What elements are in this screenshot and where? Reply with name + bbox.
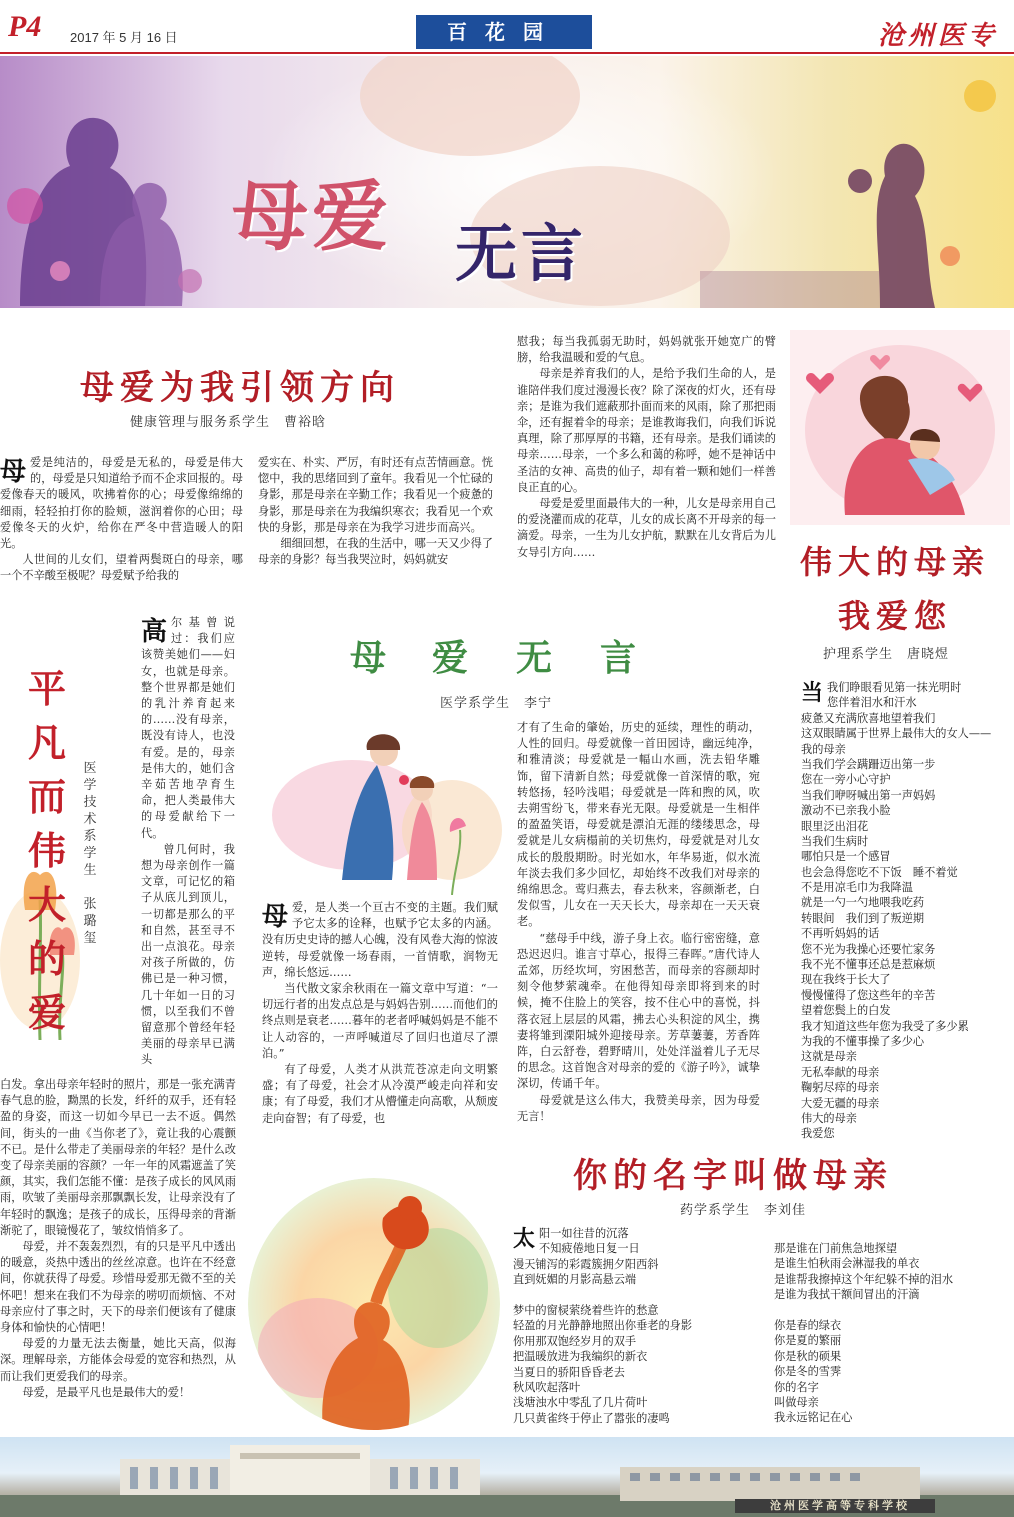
byline-char: 玺 [83,931,97,946]
article3-paragraph: 曾几何时，我想为母亲创作一篇文章，可记忆的箱子从底儿到顶儿，一切都是那么的平和自然，甚至寻不出一点浪花。母亲对孩子所做的，仿佛已是一种习惯，几十年如一日的习惯，以至我们不曾留意那个曾经年轻美丽的母亲早已满头 [141,842,235,1067]
banner-title-part1: 母爱 [232,172,392,261]
byline-char: 学 [83,778,97,793]
poem-line: 你是冬的雪霁 [774,1365,842,1379]
poem-line: 我爱您 [801,1127,835,1141]
article1-col3 [517,334,776,561]
article1-col1 [0,455,243,585]
poem-line: 是谁为我拭干额间冒出的汗滴 [774,1288,920,1302]
poem-line [513,1288,768,1303]
article4-paragraph: 有了母爱，人类才从洪荒苍凉走向文明繁盛；有了母爱，社会才从冷漠严峻走向祥和安康；有了母爱，我们才从懵懂走向高歌，从颓废走向奋智；有了母爱，也 [262,1063,498,1125]
poem-line: 我永远铭记在心 [774,1411,853,1425]
article3-paragraph: 白发。拿出母亲年轻时的照片，那是一张充满青春气息的脸，黝黑的长发，纤纤的双手，还有轻盈的身姿，而这一切如今早已一去不返。偶然间，街头的一曲《当你老了》，竟让我的心震颤不已。是什么带走了美丽母亲的年轻？是什么改变了母亲美丽的容颜？一年一年的风霜遮盖了笑颜，其实，我们怎能不懂：是孩子成长的风风雨雨，吹皱了美丽母亲那飘飘长发，让母亲没有了年轻时的飘逸；是孩子的成长，压得母亲的背渐渐驼了，眼镜慢花了，皱纹悄悄多了。 [0,1078,236,1237]
article4-title-char: 无 [516,637,559,679]
poem-line: 激动不已亲我小脸 [801,804,891,818]
issue-date: 2017 年 5 月 16 日 [70,30,178,45]
article1-paragraph: 慰我；每当我孤弱无助时，妈妈就张开她宽广的臂膀，给我温暖和爱的气息。 [517,335,776,365]
poem-line: 我们睁眼看见第一抹光明时 [827,681,962,694]
article3-title-char: 凡 [27,720,66,765]
poem-line: 你是春的绿衣 [774,1318,842,1332]
article3-paragraph: 尔基曾说过：我们应该赞美她们——妇女，也就是母亲。整个世界都是她们的乳汁养育起来的……没有母亲，既没有诗人，也没有爱。是的，母亲是伟大的，她们含辛茹苦地孕育生命，把人类最伟大的母爱献给下一代。 [141,616,235,840]
article3-narrow-col [141,615,235,1069]
poem-line: 伟大的母亲 [801,1111,857,1125]
school-name-sign: 沧州医学高等专科学校 [770,1499,910,1512]
article3-title-char: 的 [27,936,66,981]
article4-paragraph: “慈母手中线，游子身上衣。临行密密缝，意恐迟迟归。谁言寸草心，报得三春晖。”唐代诗人孟郊，历经坎坷，穷困愁苦，而母亲的容颜却时刻令他梦萦魂牵。在他得知母亲即将到来的时候，掩不住脸上的笑容，按不住心中的喜悦，抖落衣冠上层层的风霜，拂去心头积淀的风尘，携妻将雏到溧阳城外迎接母亲。芳草萋萋，芳香阵阵，白云舒卷，碧野晴川，处处洋溢着儿子无尽的思念。这首饱含对母亲的爱的《游子吟》，诚挚深切，传诵千年。 [517,931,760,1091]
article4-title-char: 母 [350,637,393,679]
poem-line: 转眼间 我们到了叛逆期 [801,911,925,925]
article3-title-char: 平 [27,666,66,711]
poem-line: 这双眼睛属于世界上最伟大的女人—— [801,727,992,741]
masthead-brand: 沧州医专 [878,21,999,51]
poem-line: 望着您鬓上的白发 [801,1004,891,1018]
header-rule [0,52,1014,54]
poem-line: 我不光不懂事还总是惹麻烦 [801,958,936,972]
article2-title-line: 我爱您 [837,597,952,635]
article3-title [25,662,69,1040]
poem-line: 大爱无疆的母亲 [801,1096,880,1110]
article1-paragraph: 爱实在、朴实、严厉，有时还有点苦情画意。恍惚中，我的思绪回到了童年。我看见一个忙碌的身影，那是母亲在辛勤工作；我看见一个疲惫的身影，那是母亲在为我编织寒衣；我看见一个欢快的身影，那是母亲在为我学习进步而高兴。 [258,456,493,534]
poem-line: 是谁生怕秋雨会淋湿我的单衣 [774,1257,920,1271]
poem-line: 叫做母亲 [774,1395,819,1409]
article3-dropcap: 高 [141,617,168,647]
byline-char: 璐 [83,914,97,929]
article2-poem [801,680,1013,1142]
article1-title: 母爱为我引领方向 [80,368,400,408]
mother-child-illustration [790,330,1010,525]
byline-char [82,879,98,896]
poem-line: 现在我终于长大了 [801,973,891,987]
poem-line: 直到妩媚的月影高悬云端 [513,1273,637,1287]
poem-line: 把温暖放进为我编织的新衣 [513,1350,648,1364]
byline-char: 医 [83,761,97,776]
byline-char: 系 [83,829,97,844]
article3-byline [82,760,98,947]
article5-byline: 药学系学生 李刘佳 [680,1203,807,1218]
poem-line: 也会急得您吃不下饭 睡不着觉 [801,865,958,879]
poem-line: 慢慢懂得了您这些年的辛苦 [801,988,936,1002]
article4-title [350,630,650,682]
article1-paragraph: 细细回想，在我的生活中，哪一天又少得了母亲的身影？每当我哭泣时，妈妈就安 [258,537,493,567]
article3-paragraph: 母爱的力量无法去衡量，她比天高，似海深。理解母亲，方能体会母爱的宽容和热烈，从而让我们更爱我们的母亲。 [0,1337,236,1383]
poem-line: 就是一勺一勺地喂我吃药 [801,896,925,910]
article1-col2 [258,455,493,568]
poem-line: 眼里泛出泪花 [801,819,869,833]
poem-line: 你的名字 [774,1380,819,1394]
poem-line: 你是夏的繁丽 [774,1334,842,1348]
poem-line [774,1303,1010,1318]
article4-paragraph: 爱，是人类一个亘古不变的主题。我们赋予它太多的诠释，也赋予它太多的内涵。没有历史史诗的撼人心魄，没有风卷大海的惊波逆转，母爱就像一场春雨，一首情歌，润物无声，绵长悠远…… [262,901,498,979]
article3-title-char: 大 [27,882,66,927]
poem-line: 哪怕只是一个感冒 [801,850,891,864]
poem-line: 不再听妈妈的话 [801,927,880,941]
article5-dropcap: 太 [513,1226,536,1252]
article1-paragraph: 人世间的儿女们，望着两鬓斑白的母亲，哪一个不辛酸至极呢？母爱赋予给我的 [0,553,243,583]
poem-line: 您在一旁小心守护 [801,773,891,787]
poem-line: 当我们咿呀喊出第一声妈妈 [801,788,936,802]
poem-line: 你用那双饱经岁月的双手 [513,1334,637,1348]
banner [0,56,1014,308]
article4-paragraph: 母爱就是这么伟大，我赞美母亲，因为母爱无言！ [517,1093,760,1123]
poem-line: 鞠躬尽瘁的母亲 [801,1081,880,1095]
article2-title-line: 伟大的母亲 [799,543,990,581]
article4-title-char: 言 [600,637,643,679]
poem-line: 疲惫又充满欣喜地望着我们 [801,711,936,725]
article4-col1 [262,900,498,1127]
poem-line: 那是谁在门前焦急地探望 [774,1242,898,1255]
article5-col2 [774,1241,1010,1426]
poem-line: 不知疲倦地日复一日 [539,1242,640,1256]
article1-paragraph: 母爱是爱里面最伟大的一种，儿女是母亲用自己的爱浇灌而成的花草，儿女的成长离不开母亲的每一滴爱。母亲，一生为儿女护航，默默在儿女背后为儿女导引方向…… [517,497,776,559]
article3-title-char: 爱 [27,990,66,1035]
byline-char: 生 [83,863,97,878]
article4-col2 [517,720,760,1125]
article4-dropcap: 母 [262,902,289,932]
poem-line: 梦中的窗棂萦绕着些许的愁意 [513,1303,659,1317]
article3-paragraph: 母爱，是最平凡也是最伟大的爱！ [22,1385,191,1399]
article1-dropcap: 母 [0,457,27,487]
poem-line: 不是用凉毛巾为我降温 [801,881,913,895]
poem-line: 当我们生病时 [801,834,869,848]
poem-line: 浅塘浊水中零乱了几片荷叶 [513,1396,648,1410]
article5-title: 你的名字叫做母亲 [573,1156,893,1196]
article4-byline: 医学系学生 李宁 [440,696,553,711]
poem-line: 无私奉献的母亲 [801,1065,880,1079]
poem-line: 当夏日的骄阳昏昏老去 [513,1365,625,1379]
poem-line: 阳一如往昔的沉落 [539,1227,629,1240]
poem-line: 几只黄雀终于停止了嚣张的凄鸣 [513,1411,670,1425]
article4-paragraph: 才有了生命的肇始，历史的延续，理性的萌动，人性的回归。母爱就像一首田园诗，幽远纯净，和雅清淡；母爱就是一幅山水画，洗去铅华雕饰，留下清新自然；母爱就像一首深情的歌，宛转悠扬，轻吟浅唱；母爱就是一阵和煦的风，吹去朔雪纷飞，带来春光无限。母爱就是一生相伴的盈盈笑语，母爱就是漂泊无涯的缕缕思念，母爱就是儿女病榻前的关切焦灼，母爱就是对儿女成长的殷殷期盼。时光如水，年华易逝，似水流年淡去我们多少回忆，却始终不改我们对母亲的绵绵思念。莺归燕去，春去秋来，容颜渐老，白发似雪，儿女在一天天长大，母亲却在一天天衰老。 [517,721,760,929]
byline-char: 张 [83,897,97,912]
article2-title [790,535,1000,643]
article1-paragraph: 母亲是养育我们的人，是给予我们生命的人，是谁陪伴我们度过漫漫长夜？除了深夜的灯火，还有母亲；是谁为我们遮蔽那扑面而来的风雨，除了那把雨伞，还有握着伞的母亲；是谁教诲我们，向我们诉说真理，除了那厚厚的书籍，还有母亲。是我们诵读的母亲……母亲，一个多么和蔼的称呼，她不是神话中圣洁的女神、高贵的仙子，却有着一颗和她们一样善良正直的心。 [517,367,776,494]
poem-line: 当我们学会蹒跚迈出第一步 [801,757,936,771]
article1-byline: 健康管理与服务系学生 曹裕晗 [130,415,327,430]
poem-line: 轻盈的月光静静地照出你垂老的身影 [513,1319,693,1333]
article3-title-char: 伟 [27,828,66,873]
poem-line: 你是秋的硕果 [774,1349,842,1363]
article2-dropcap: 当 [801,680,824,706]
mother-daughter-illustration [262,720,507,895]
banner-title-part2: 无言 [455,217,588,290]
poem-line: 我的母亲 [801,742,846,756]
poem-line: 这就是母亲 [801,1050,857,1064]
byline-char: 学 [83,846,97,861]
poem-line: 漫天铺泻的彩霞簇拥夕阳西斜 [513,1257,659,1271]
poem-line: 秋风吹起落叶 [513,1380,581,1394]
article3-title-char: 而 [27,774,66,819]
footer-campus-photo [0,1437,1014,1517]
mother-daughter-flower-image [262,720,507,895]
article3-wide-col [0,1077,236,1401]
byline-char: 技 [83,795,97,810]
watercolor-mother-child-image [248,1178,500,1430]
poem-line: 您伴着泪水和汗水 [827,696,917,710]
article4-title-char: 爱 [432,637,475,679]
article4-paragraph: 当代散文家余秋雨在一篇文章中写道：“一切远行者的出发点总是与妈妈告别……而他们的终点则是衰老……暮年的老者呼喊妈妈是不能不让人动容的，一声呼喊道尽了回归也道尽了漂泊。” [262,982,498,1060]
poem-line: 我才知道这些年您为我受了多少累 [801,1019,969,1033]
poem-line: 您不光为我操心还要忙家务 [801,942,936,956]
poem-line: 为我的不懂事操了多少心 [801,1034,925,1048]
article5-col1 [513,1226,768,1426]
section-title: 百花园 [416,15,592,49]
page-number: P4 [8,10,42,43]
mother-hugging-child-image [790,330,1010,525]
article3-paragraph: 母爱，并不轰轰烈烈，有的只是平凡中透出的暖意，炎热中透出的丝丝凉意。也许在不经意间，你就获得了母爱。珍惜母爱那无微不至的关怀吧！想来在我们不为母亲的唠叨而烦恼、不对母亲应付了事之时，天下的母亲们便该有了健康身体和愉快的心情吧！ [0,1240,236,1335]
article2-byline: 护理系学生 唐晓煜 [823,647,950,662]
byline-char: 术 [83,812,97,827]
article1-paragraph: 爱是纯洁的，母爱是无私的，母爱是伟大的，母爱是只知道给予而不企求回报的。母爱像春天的暖风，吹拂着你的心；母爱像绵绵的细雨，轻轻拍打你的脸颊，滋润着你的心田；母爱像冬天的火炉，给你在严冬中营造暖人的阳光。 [0,456,243,551]
mother-lifting-child-illustration [248,1178,500,1430]
poem-line: 是谁帮我擦掉这个年纪躲不掉的泪水 [774,1272,954,1286]
